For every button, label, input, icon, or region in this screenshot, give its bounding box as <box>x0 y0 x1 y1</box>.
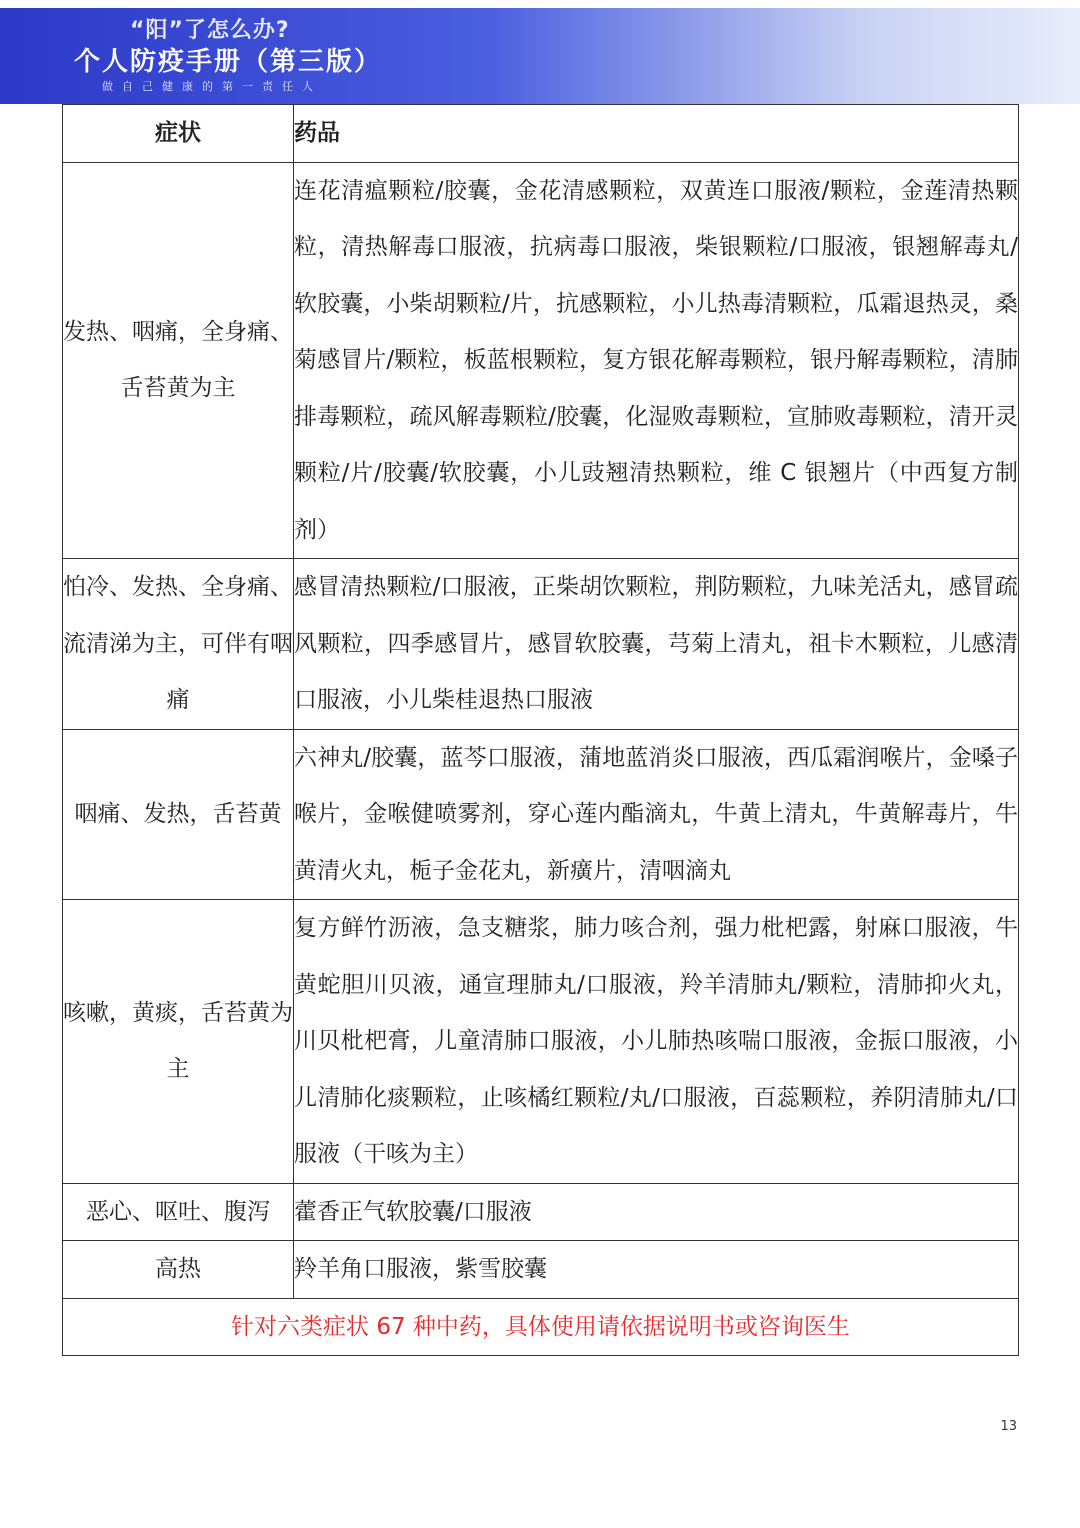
medicine-table <box>62 104 1019 1356</box>
medicine-cell: 羚羊角口服液，紫雪胶囊 <box>294 1241 1019 1299</box>
symptom-column-header: 症状 <box>63 105 294 163</box>
table-header-row <box>63 105 1019 163</box>
header-banner <box>0 8 1080 104</box>
medicine-cell: 连花清瘟颗粒/胶囊，金花清感颗粒，双黄连口服液/颗粒，金莲清热颗粒，清热解毒口服液，抗病毒口服液，柴银颗粒/口服液，银翘解毒丸/软胶囊，小柴胡颗粒/片，抗感颗粒，小儿热毒清颗粒，瓜霜退热灵，桑菊感冒片/颗粒，板蓝根颗粒，复方银花解毒颗粒，银丹解毒颗粒，清肺排毒颗粒，疏风解毒颗粒/胶囊，化湿败毒颗粒，宣肺败毒颗粒，清开灵颗粒/片/胶囊/软胶囊，小儿豉翘清热颗粒，维 C 银翘片（中西复方制剂） <box>294 162 1019 559</box>
banner-question: “阳”了怎么办? <box>130 18 290 43</box>
symptom-cell: 恶心、呕吐、腹泻 <box>63 1183 294 1241</box>
table-row <box>63 900 1019 1184</box>
table-row <box>63 559 1019 730</box>
banner-slogan: 做自己健康的第一责任人 <box>102 80 322 93</box>
medicine-cell: 感冒清热颗粒/口服液，正柴胡饮颗粒，荆防颗粒，九味羌活丸，感冒疏风颗粒，四季感冒片，感冒软胶囊，芎菊上清丸，祖卡木颗粒，儿感清口服液，小儿柴桂退热口服液 <box>294 559 1019 730</box>
table-row <box>63 162 1019 559</box>
medicine-cell: 藿香正气软胶囊/口服液 <box>294 1183 1019 1241</box>
usage-note: 针对六类症状 67 种中药，具体使用请依据说明书或咨询医生 <box>63 1298 1019 1356</box>
page-number: 13 <box>1000 1419 1017 1434</box>
medicine-cell: 六神丸/胶囊，蓝芩口服液，蒲地蓝消炎口服液，西瓜霜润喉片，金嗓子喉片，金喉健喷雾剂，穿心莲内酯滴丸，牛黄上清丸，牛黄解毒片，牛黄清火丸，栀子金花丸，新癀片，清咽滴丸 <box>294 729 1019 900</box>
symptom-cell: 咳嗽，黄痰，舌苔黄为主 <box>63 900 294 1184</box>
medicine-column-header: 药品 <box>294 105 1019 163</box>
table-row <box>63 729 1019 900</box>
banner-title: 个人防疫手册（第三版） <box>74 47 383 77</box>
symptom-cell: 咽痛、发热，舌苔黄 <box>63 729 294 900</box>
banner-title-block <box>74 16 434 96</box>
table-row <box>63 1183 1019 1241</box>
symptom-cell: 高热 <box>63 1241 294 1299</box>
medicine-cell: 复方鲜竹沥液，急支糖浆，肺力咳合剂，强力枇杷露，射麻口服液，牛黄蛇胆川贝液，通宣理肺丸/口服液，羚羊清肺丸/颗粒，清肺抑火丸，川贝枇杷膏，儿童清肺口服液，小儿肺热咳喘口服液，金振口服液，小儿清肺化痰颗粒，止咳橘红颗粒/丸/口服液，百蕊颗粒，养阴清肺丸/口服液（干咳为主） <box>294 900 1019 1184</box>
table-footer-row <box>63 1298 1019 1356</box>
table-row <box>63 1241 1019 1299</box>
symptom-cell: 发热、咽痛，全身痛、舌苔黄为主 <box>63 162 294 559</box>
symptom-cell: 怕冷、发热、全身痛、流清涕为主，可伴有咽痛 <box>63 559 294 730</box>
